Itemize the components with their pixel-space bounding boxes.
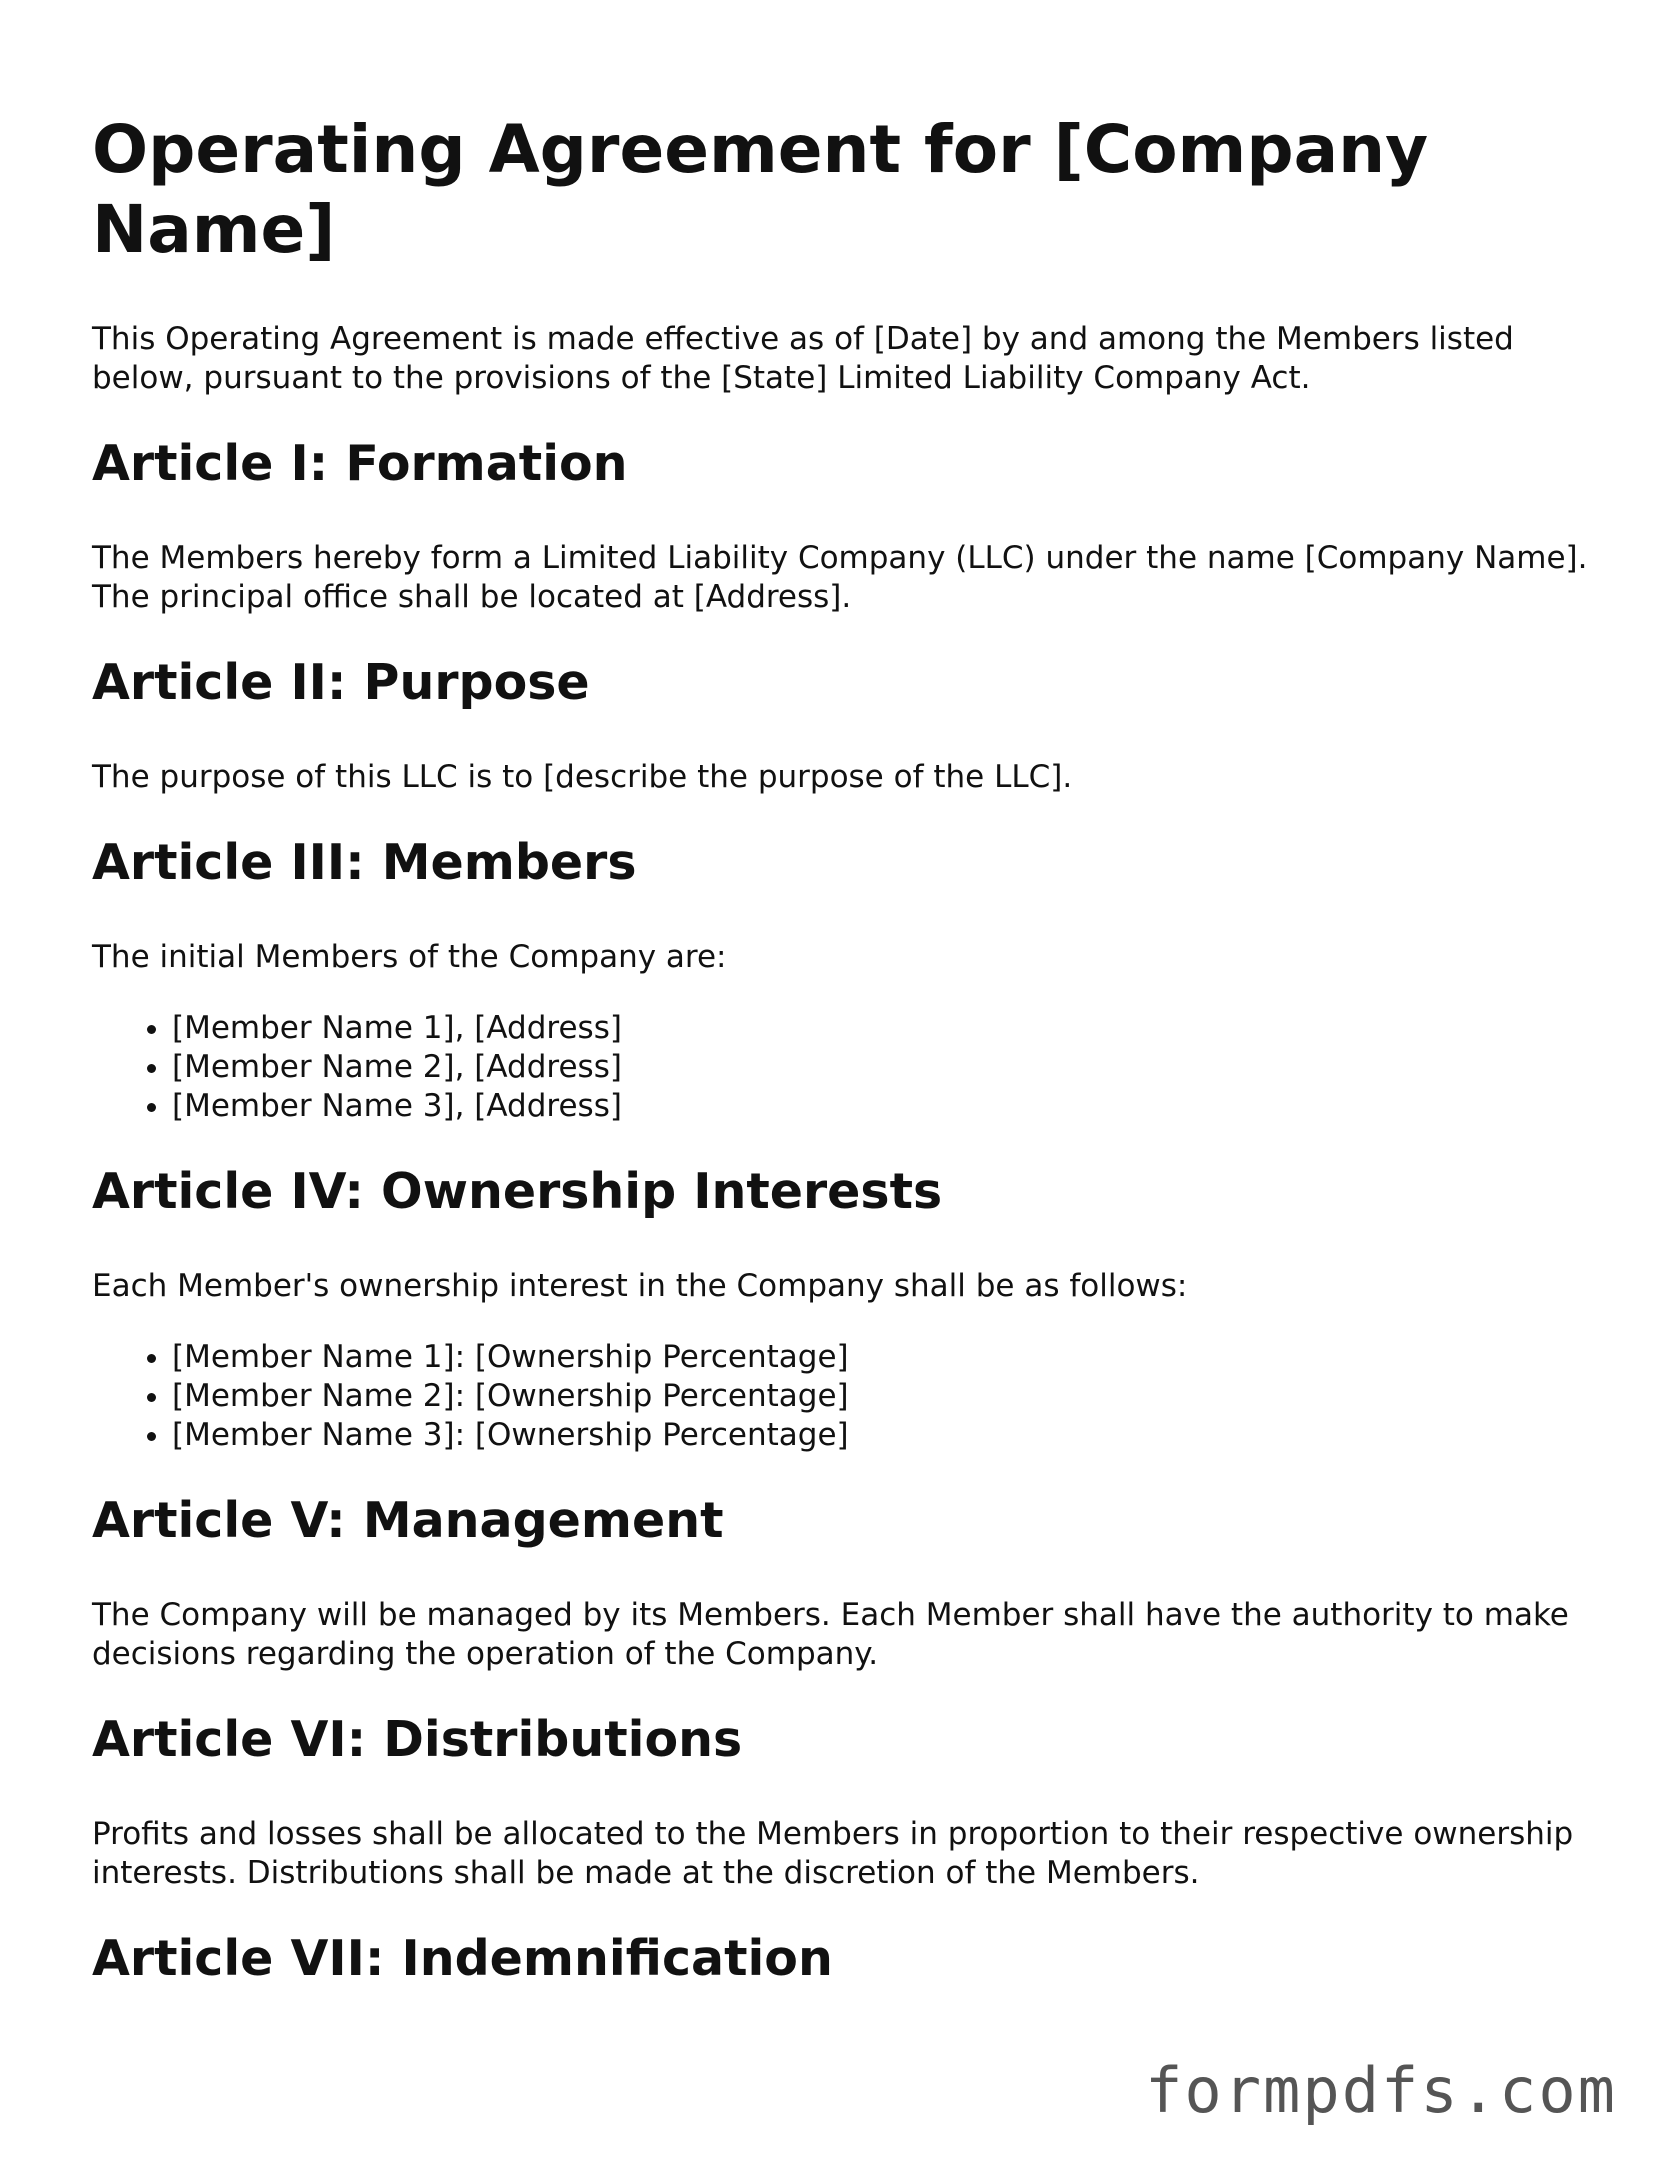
document-page <box>92 110 1592 2034</box>
article-2-heading: Article II: Purpose <box>92 654 590 711</box>
article-1-heading: Article I: Formation <box>92 435 628 492</box>
article-5-heading: Article V: Management <box>92 1492 724 1549</box>
article-4-body: Each Member's ownership interest in the Company shall be as follows: <box>92 1268 1188 1304</box>
article-6-body: Profits and losses shall be allocated to the Members in proportion to their respective ownership interests. Distributions shall be made at the discretion of the Members. <box>92 1816 1574 1891</box>
list-item: • [Member Name 1]: [Ownership Percentage] <box>172 1338 1592 1377</box>
list-item: • [Member Name 3], [Address] <box>172 1087 1592 1126</box>
article-3-body: The initial Members of the Company are: <box>92 939 727 975</box>
article-2-body: The purpose of this LLC is to [describe the purpose of the LLC]. <box>92 759 1073 795</box>
list-item: • [Member Name 3]: [Ownership Percentage] <box>172 1416 1592 1455</box>
intro-paragraph: This Operating Agreement is made effective as of [Date] by and among the Members listed below, pursuant to the provisions of the [State] Limited Liability Company Act. <box>92 321 1514 396</box>
article-7-heading: Article VII: Indemnification <box>92 1930 833 1987</box>
page-title: Operating Agreement for [Company Name] <box>92 111 1429 268</box>
article-1-body: The Members hereby form a Limited Liability Company (LLC) under the name [Company Name]. The principal office shall be located at [Address]. <box>92 540 1588 615</box>
watermark-text: formpdfs.com <box>1145 2054 1617 2127</box>
article-4-heading: Article IV: Ownership Interests <box>92 1163 943 1220</box>
list-item: • [Member Name 2]: [Ownership Percentage] <box>172 1377 1592 1416</box>
list-item: • [Member Name 2], [Address] <box>172 1048 1592 1087</box>
article-5-body: The Company will be managed by its Members. Each Member shall have the authority to make decisions regarding the operation of the Company. <box>92 1597 1569 1672</box>
members-list <box>92 1009 1592 1126</box>
list-item: • [Member Name 1], [Address] <box>172 1009 1592 1048</box>
article-3-heading: Article III: Members <box>92 834 637 891</box>
ownership-list <box>92 1338 1592 1455</box>
article-6-heading: Article VI: Distributions <box>92 1711 743 1768</box>
